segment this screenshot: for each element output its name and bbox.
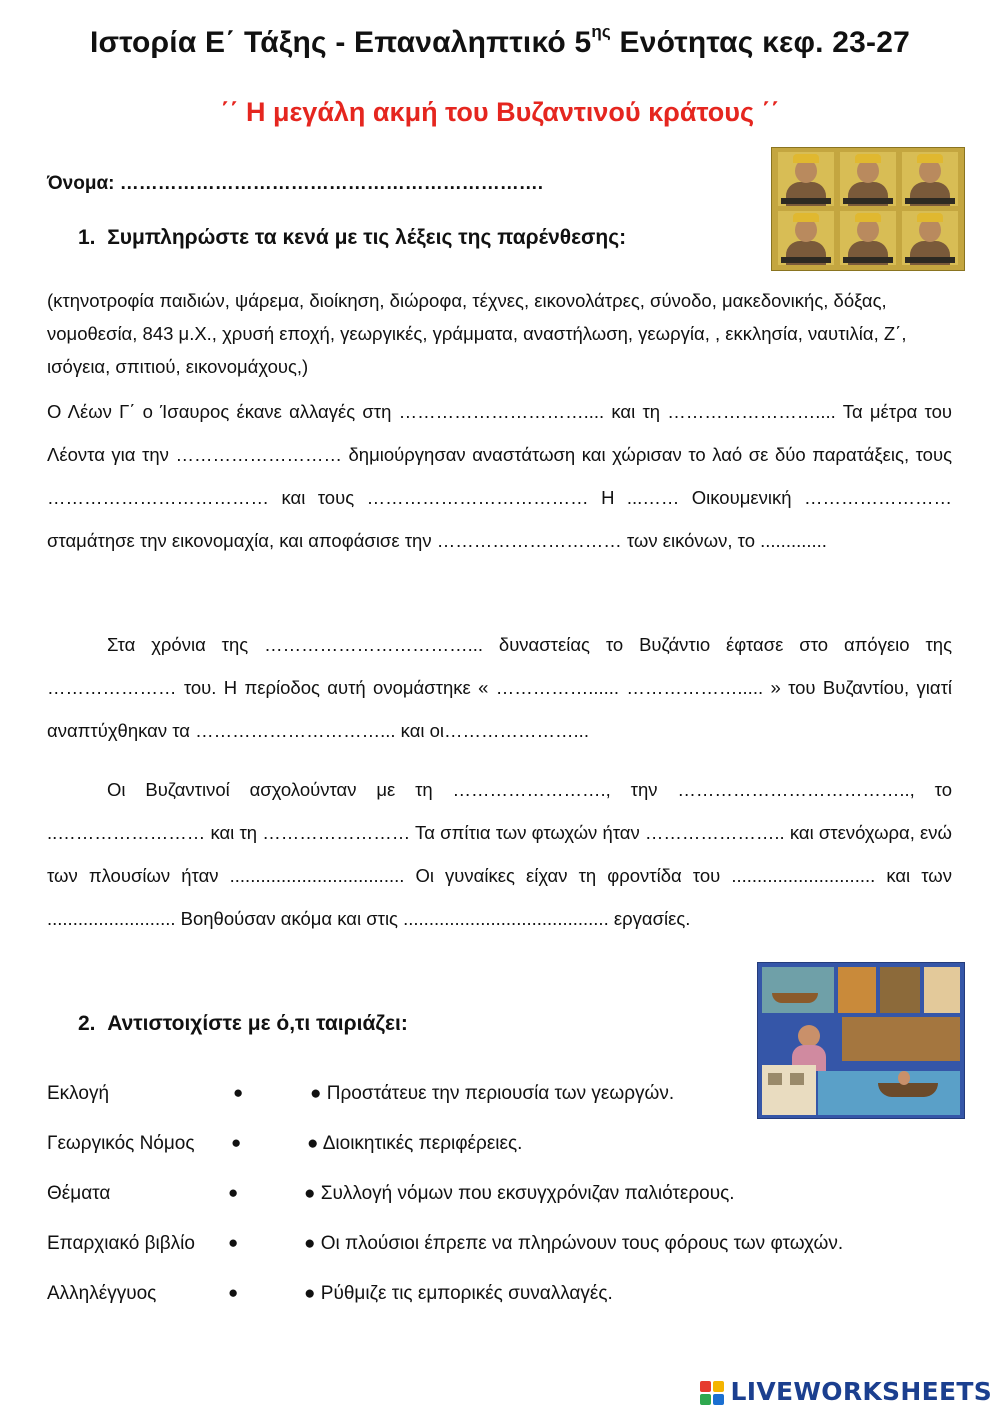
- match-left-dot[interactable]: ●: [228, 1233, 239, 1252]
- title-part1: Ιστορία Ε΄ Τάξης - Επαναληπτικό 5: [90, 26, 592, 59]
- question1-text: Συμπληρώστε τα κενά με τις λέξεις της παρένθεσης:: [107, 226, 627, 249]
- fill-paragraph-3: Οι Βυζαντινοί ασχολούνταν με τη ……………………., την ……………………………….., το ..…………………… και τη …………………… Τα σπίτια των φτωχών ήταν ………………….. και στενόχωρα, ενώ των πλουσίων ήταν .................................. Οι γυναίκες είχαν τη φροντίδα του ............................ και των ......................... Βοηθούσαν ακόμα και στις ........................................ εργασίες.: [47, 779, 952, 929]
- match-left-dot[interactable]: ●: [231, 1133, 242, 1152]
- byzantine-life-collage-image: [757, 962, 965, 1119]
- match-left-item: Αλληλέγγυος: [47, 1283, 157, 1304]
- match-left-dot[interactable]: ●: [228, 1283, 239, 1302]
- match-left-dot[interactable]: ●: [233, 1083, 244, 1102]
- liveworksheets-logo-icon: [700, 1381, 724, 1405]
- fill-paragraph-2: Στα χρόνια της ……………………………... δυναστείας το Βυζάντιο έφτασε στο απόγειο της ………………… του. Η περίοδος αυτή ονομάστηκε « ……………...... ………………..... » του Βυζαντίου, γιατί αναπτύχθηκαν τα …………………………... και οι…………………...: [47, 634, 952, 741]
- match-left-dot[interactable]: ●: [228, 1183, 239, 1202]
- match-right-dot[interactable]: ●: [304, 1183, 316, 1204]
- match-right-item: [307, 1133, 522, 1155]
- title-part2: Ενότητας κεφ. 23-27: [610, 26, 910, 59]
- match-right-item: [304, 1233, 843, 1255]
- match-right-text: Διοικητικές περιφέρειες.: [322, 1133, 523, 1154]
- question1-heading: [78, 226, 626, 250]
- match-right-text: Συλλογή νόμων που εκσυγχρόνιζαν παλιότερους.: [320, 1183, 735, 1204]
- match-right-dot[interactable]: ●: [304, 1233, 316, 1254]
- match-right-text: Οι πλούσιοι έπρεπε να πληρώνουν τους φόρους των φτωχών.: [320, 1233, 844, 1254]
- match-right-dot[interactable]: ●: [310, 1083, 322, 1104]
- match-left-item: Επαρχιακό βιβλίο: [47, 1233, 195, 1254]
- word-bank: (κτηνοτροφία παιδιών, ψάρεμα, διοίκηση, διώροφα, τέχνες, εικονολάτρες, σύνοδο, μακεδονικής, δόξας, νομοθεσία, 843 μ.Χ., χρυσή εποχή, γεωργικές, γράμματα, αναστήλωση, γεωργία, , εκκλησία, ναυτιλία, Ζ΄, ισόγεια, σπιτιού, εικονομάχους,): [47, 290, 907, 377]
- match-left-item: Θέματα: [47, 1183, 111, 1204]
- worksheet-subtitle: ΄΄ Η μεγάλη ακμή του Βυζαντινού κράτους ΄΄: [220, 97, 780, 127]
- match-left-item: Εκλογή: [47, 1083, 110, 1104]
- emperor-portrait: [902, 211, 958, 265]
- emperor-portrait: [778, 152, 834, 206]
- liveworksheets-brand: LIVEWORKSHEETS: [730, 1377, 992, 1406]
- match-right-text: Προστάτευε την περιουσία των γεωργών.: [326, 1083, 675, 1104]
- match-left-item: Γεωργικός Νόμος: [47, 1133, 195, 1154]
- name-field-line: Όνομα: ………………………………………………………….: [47, 173, 544, 194]
- emperor-portrait: [840, 152, 896, 206]
- emperors-portraits-image: [771, 147, 965, 271]
- match-right-dot[interactable]: ●: [307, 1133, 319, 1154]
- fill-paragraph-1: Ο Λέων Γ΄ ο Ίσαυρος έκανε αλλαγές στη ………………………….... και τη …………………….... Τα μέτρα του Λέοντα για την ……………………… δημιούργησαν αναστάτωση και χώρισαν το λαό σε δύο παρατάξεις, τους ……………………………… και τους ……………………………… Η ...…… Οικουμενική …………………… σταμάτησε την εικονομαχία, και αποφάσισε την ………………………… των εικόνων, το .............: [47, 401, 952, 551]
- question1-number: 1.: [78, 226, 96, 249]
- match-right-text: Ρύθμιζε τις εμπορικές συναλλαγές.: [320, 1283, 613, 1304]
- question2-number: 2.: [78, 1012, 96, 1035]
- match-right-item: [310, 1083, 674, 1105]
- match-right-dot[interactable]: ●: [304, 1283, 316, 1304]
- emperor-portrait: [778, 211, 834, 265]
- title-superscript: ης: [591, 22, 611, 41]
- emperor-portrait: [902, 152, 958, 206]
- emperor-portrait: [840, 211, 896, 265]
- question2-text: Αντιστοιχίστε με ό,τι ταιριάζει:: [107, 1012, 408, 1035]
- match-right-item: [304, 1183, 735, 1205]
- worksheet-title: [0, 22, 1000, 60]
- match-right-item: [304, 1283, 613, 1305]
- question2-heading: [78, 1012, 408, 1036]
